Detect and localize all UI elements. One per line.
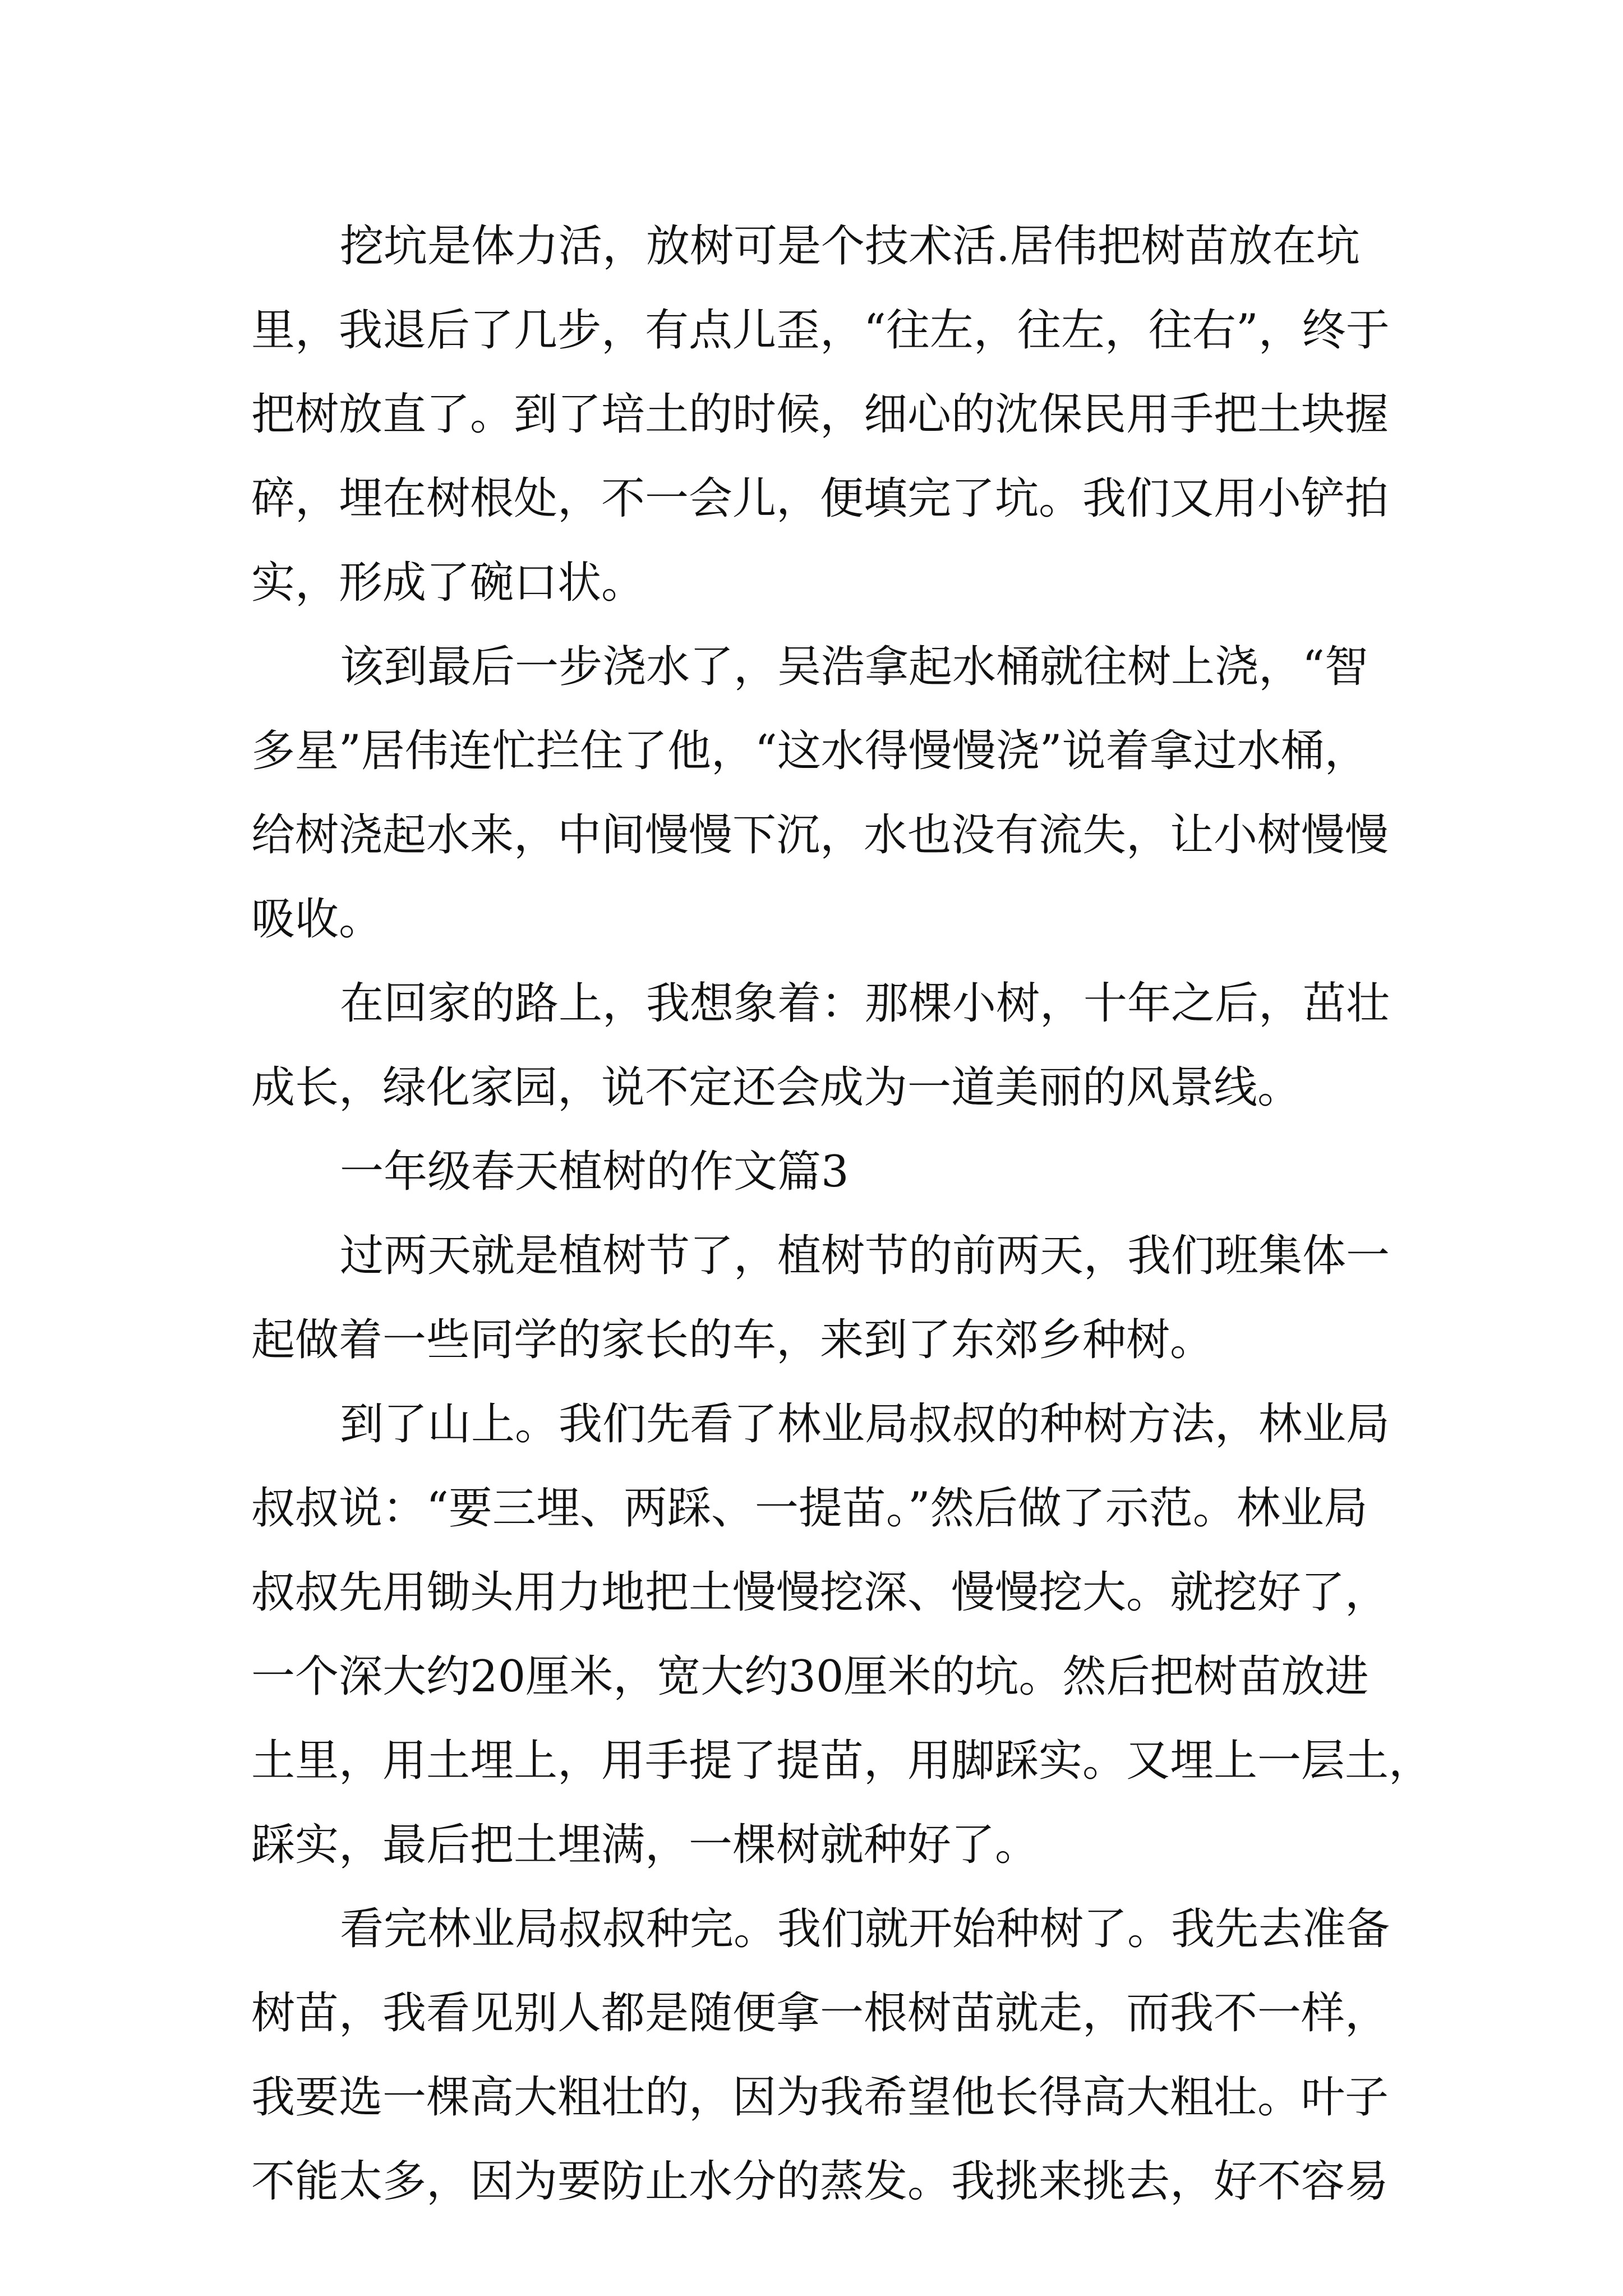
text-line: 碎，埋在树根处，不一会儿，便填完了坑。我们又用小铲拍 — [251, 473, 1389, 524]
text-line: 吸收。 — [251, 894, 383, 945]
text-line: 过两天就是植树节了，植树节的前两天，我们班集体一 — [340, 1231, 1390, 1281]
text-line: 给树浇起水来，中间慢慢下沉，水也没有流失，让小树慢慢 — [251, 810, 1389, 861]
text-line: 树苗，我看见别人都是随便拿一根树苗就走，而我不一样， — [251, 1988, 1389, 2039]
text-line: 看完林业局叔叔种完。我们就开始种树了。我先去准备 — [340, 1904, 1390, 1954]
text-line: 实，形成了碗口状。 — [251, 558, 645, 608]
text-line: 一个深大约20厘米，宽大约30厘米的坑。然后把树苗放进 — [251, 1651, 1369, 1702]
text-line: 踩实，最后把土埋满，一棵树就种好了。 — [251, 1820, 1039, 1870]
text-line: 叔叔说：“要三埋、两踩、一提苗。”然后做了示范。林业局 — [251, 1483, 1368, 1534]
text-line: 多星”居伟连忙拦住了他，“这水得慢慢浇”说着拿过水桶， — [251, 726, 1368, 776]
text-line: 在回家的路上，我想象着：那棵小树，十年之后，茁壮 — [340, 978, 1390, 1029]
text-line: 土里，用土埋上，用手提了提苗，用脚踩实。又埋上一层土， — [251, 1736, 1433, 1786]
text-line: 成长，绿化家园，说不定还会成为一道美丽的风景线。 — [251, 1062, 1302, 1113]
text-line: 挖坑是体力活，放树可是个技术活.居伟把树苗放在坑 — [340, 221, 1360, 272]
text-line: 里，我退后了几步，有点儿歪，“往左，往左，往右”，终于 — [251, 305, 1390, 356]
text-line: 叔叔先用锄头用力地把土慢慢挖深、慢慢挖大。就挖好了， — [251, 1567, 1389, 1618]
text-line: 该到最后一步浇水了，吴浩拿起水桶就往树上浇，“智 — [340, 642, 1368, 692]
section-heading: 一年级春天植树的作文篇3 — [340, 1147, 849, 1197]
text-line: 把树放直了。到了培土的时候，细心的沈保民用手把土块握 — [251, 389, 1389, 440]
text-line: 到了山上。我们先看了林业局叔叔的种树方法，林业局 — [340, 1399, 1390, 1450]
text-line: 起做着一些同学的家长的车，来到了东郊乡种树。 — [251, 1315, 1214, 1365]
text-line: 不能太多，因为要防止水分的蒸发。我挑来挑去，好不容易 — [251, 2156, 1389, 2207]
text-line: 我要选一棵高大粗壮的，因为我希望他长得高大粗壮。叶子 — [251, 2072, 1389, 2123]
